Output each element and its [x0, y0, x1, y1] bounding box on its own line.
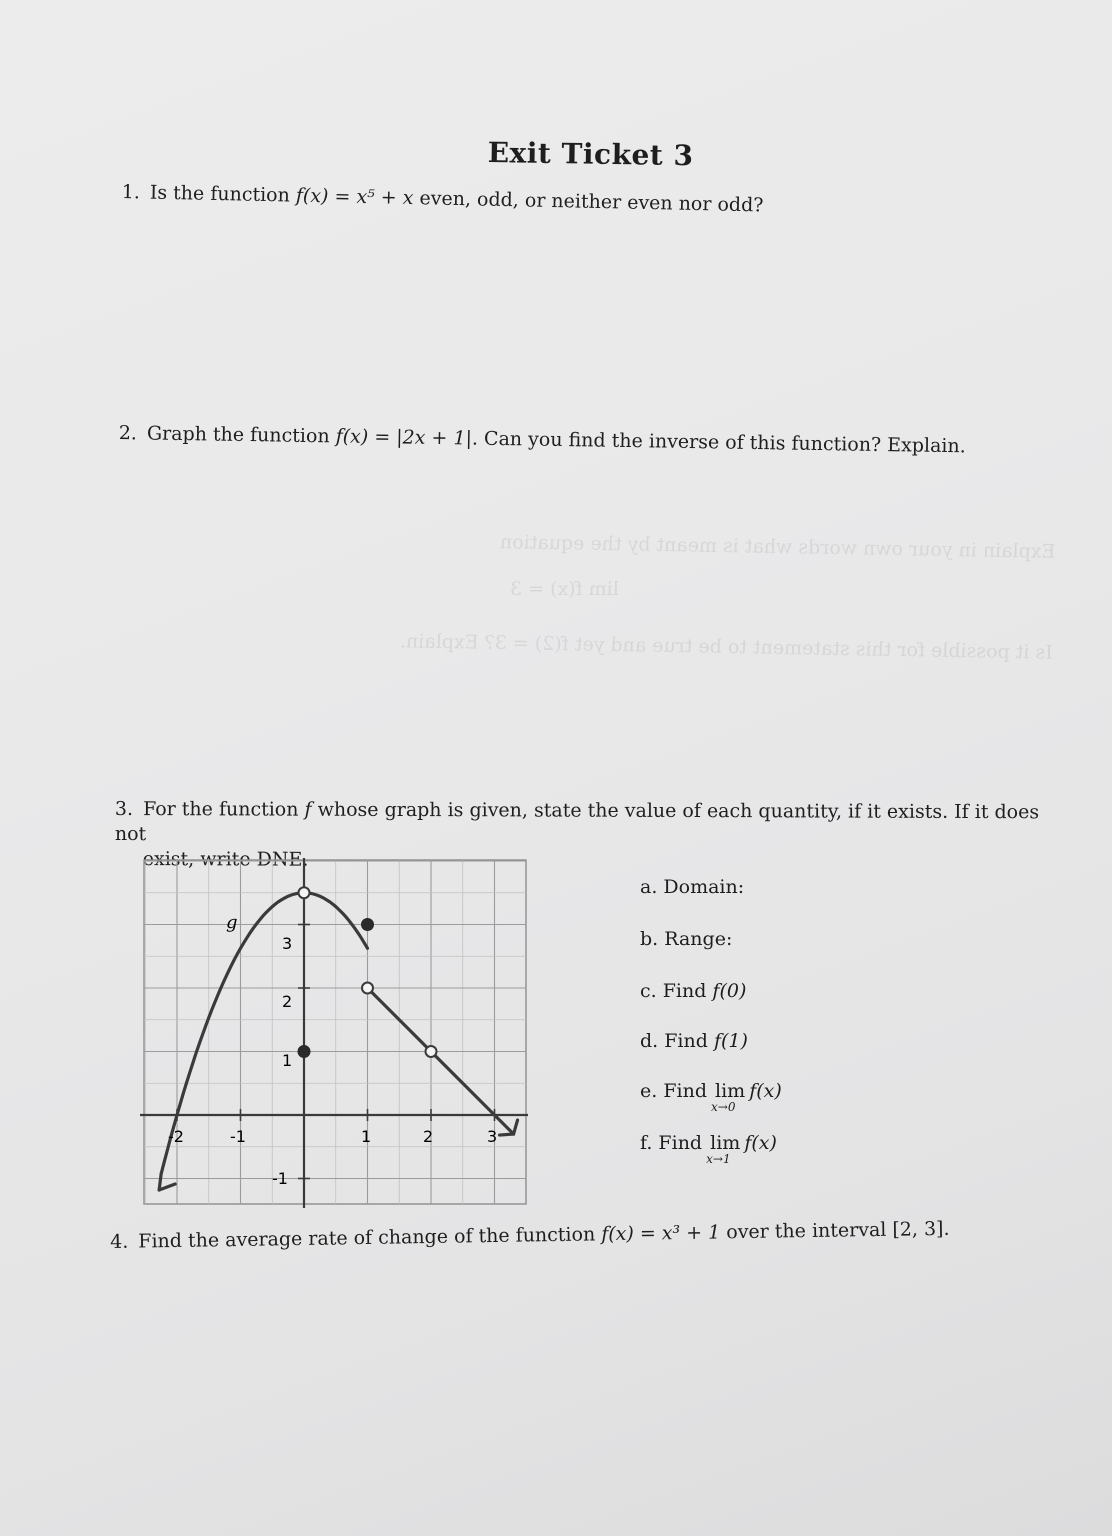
part-b	[640, 928, 732, 950]
question-math: f(x) = |2x + 1|	[335, 425, 473, 450]
part-e-math: f(x)	[749, 1080, 782, 1102]
closed-point	[298, 1045, 311, 1058]
question-number: 3.	[114, 798, 134, 821]
question-text: For the function	[143, 798, 305, 821]
part-c-math: f(0)	[712, 980, 747, 1002]
question-text: . Can you find the inverse of this function? Explain.	[471, 427, 966, 458]
part-c-label: c. Find	[640, 980, 713, 1002]
part-f	[640, 1132, 777, 1166]
open-point	[426, 1046, 437, 1057]
graph-curves	[159, 893, 517, 1190]
part-d-label: d. Find	[640, 1030, 714, 1052]
limit-operator	[706, 1132, 741, 1166]
question-math: f(x) = x³ + 1	[601, 1221, 721, 1246]
question-number: 2.	[118, 421, 138, 445]
question-text: Find the average rate of change of the function	[138, 1223, 602, 1253]
question-text: even, odd, or neither even nor odd?	[413, 187, 764, 217]
limit-operator	[711, 1080, 746, 1114]
graph-axes	[140, 858, 528, 1208]
question-text: Graph the function	[146, 422, 336, 448]
question-text: over the interval [2, 3].	[720, 1217, 950, 1244]
closed-point	[361, 918, 374, 931]
part-a	[640, 876, 744, 898]
open-point	[299, 887, 310, 898]
x-tick-label: -1	[230, 1127, 246, 1146]
graph-grid	[144, 860, 526, 1204]
lim-text: lim	[715, 1080, 746, 1102]
question-text: Is the function	[149, 181, 297, 207]
question-2	[119, 421, 966, 459]
y-tick-label: 3	[282, 934, 293, 953]
question-number: 1.	[121, 180, 141, 204]
part-f-label: f. Find	[640, 1132, 709, 1154]
part-e	[640, 1080, 782, 1114]
open-point	[362, 983, 373, 994]
x-tick-label: -2	[168, 1127, 184, 1146]
grid-frame	[144, 860, 526, 1204]
part-e-label: e. Find	[640, 1080, 714, 1102]
bleed-through-text-1: Explain in your own words what is meant by the equation	[499, 531, 1056, 563]
part-d-math: f(1)	[713, 1030, 748, 1052]
x-tick-label: 2	[423, 1127, 434, 1146]
x-tick-label: 1	[361, 1127, 372, 1146]
function-label: g	[226, 912, 238, 933]
part-d	[640, 1030, 748, 1052]
question-number: 4.	[110, 1230, 129, 1253]
lim-subscript: x→1	[706, 1152, 731, 1166]
arrow-left	[159, 1174, 175, 1190]
question-1	[121, 180, 763, 218]
y-tick-label: 2	[282, 992, 293, 1011]
question-math: f	[304, 798, 312, 821]
part-a-label: a. Domain:	[640, 876, 745, 898]
page-title: Exit Ticket 3	[487, 136, 694, 173]
lim-subscript: x→0	[711, 1100, 736, 1114]
part-b-label: b. Range:	[640, 928, 733, 950]
curve-parabola-segment	[161, 893, 367, 1174]
part-c	[640, 980, 746, 1002]
graph-svg	[140, 856, 530, 1212]
function-graph	[140, 856, 530, 1212]
y-tick-label: 1	[282, 1051, 293, 1070]
question-4	[110, 1217, 950, 1255]
y-tick-label: -1	[272, 1169, 288, 1188]
lim-text: lim	[710, 1132, 741, 1154]
bleed-through-text-2: lim f(x) = 3	[510, 578, 619, 600]
question-text: whose graph is given, state the value of each quantity, if it exists. If it does not	[114, 798, 1040, 846]
question-text-line2: exist, write DNE.	[142, 848, 309, 871]
bleed-through-text-3: Is it possible for this statement to be true and yet f(2) = 3? Explain.	[399, 630, 1053, 664]
x-tick-label: 3	[487, 1127, 498, 1146]
question-math: f(x) = x⁵ + x	[295, 184, 414, 210]
curve-line-segment	[368, 988, 514, 1134]
part-f-math: f(x)	[744, 1132, 777, 1154]
